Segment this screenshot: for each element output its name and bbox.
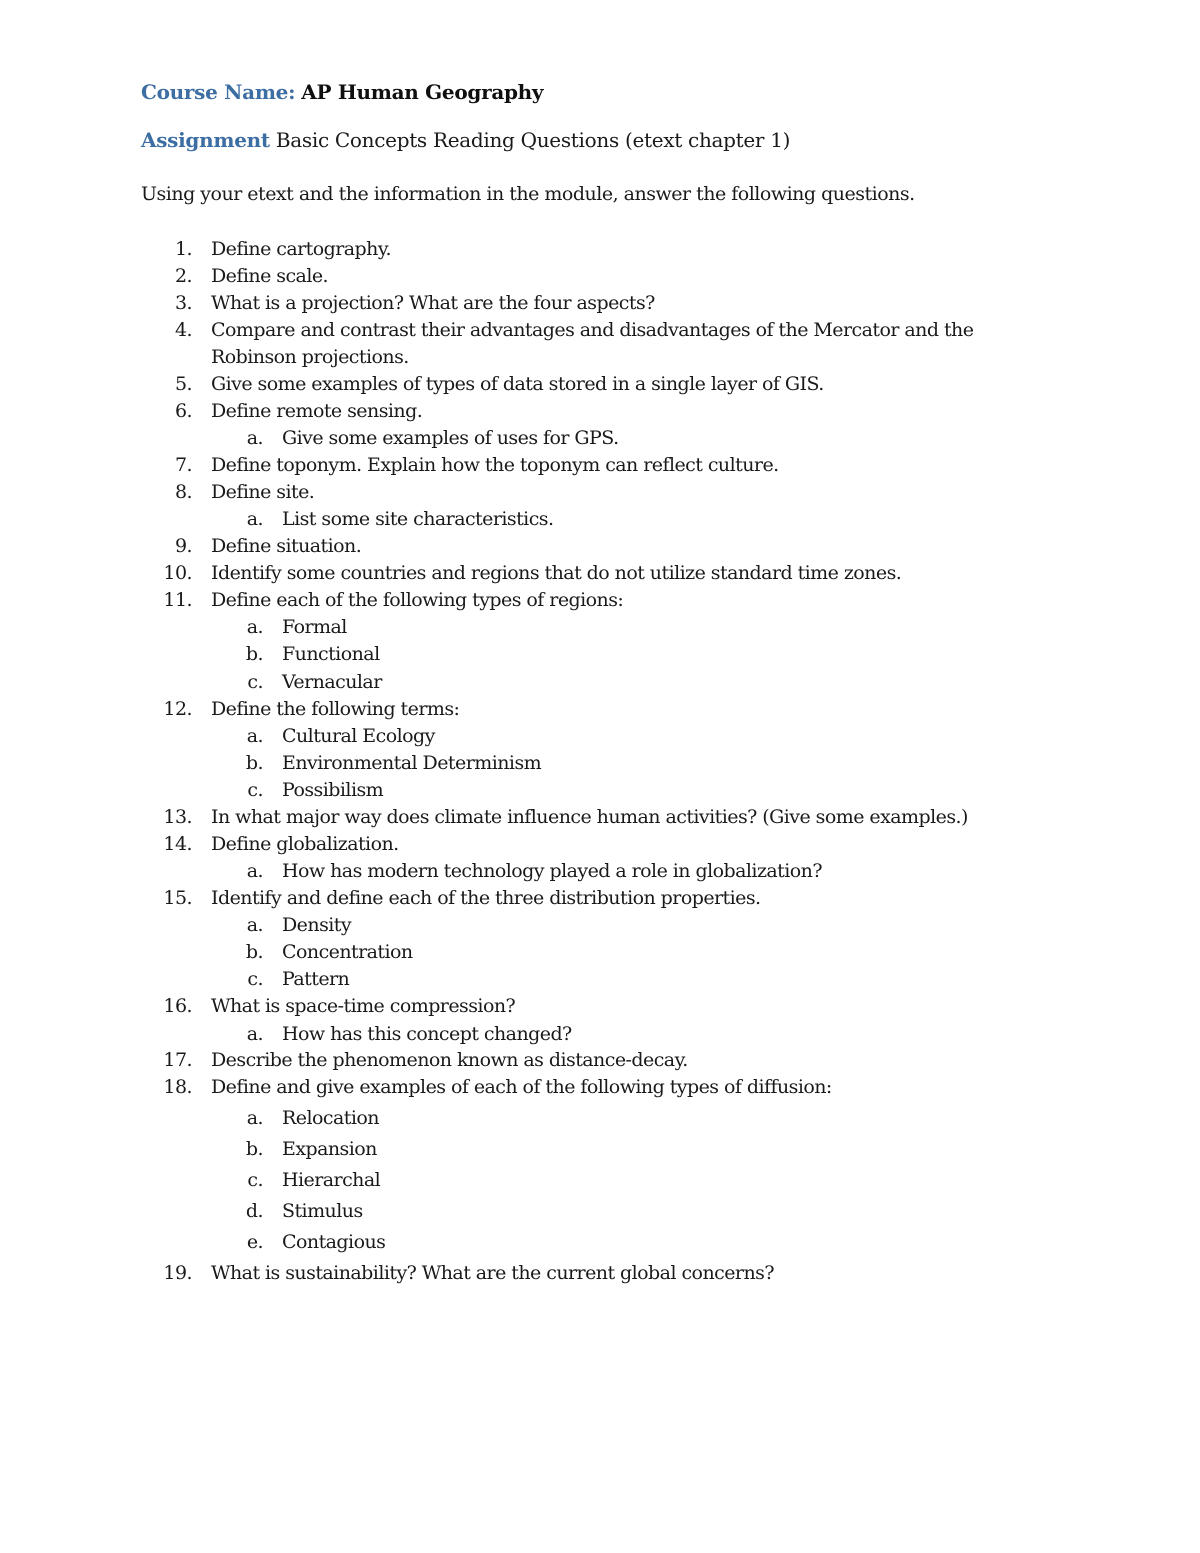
sub-question-item-text: Formal (282, 616, 347, 638)
sub-question-item-text: Stimulus (282, 1200, 363, 1222)
sub-question-item-number: d. (245, 1200, 263, 1222)
question-item (163, 1074, 832, 1101)
sub-question-item-number: a. (246, 914, 263, 936)
sub-question-item (246, 425, 619, 452)
sub-question-item (247, 777, 384, 804)
question-item-text: Define each of the following types of regions: (211, 589, 624, 611)
question-item-text: Give some examples of types of data stored in a single layer of GIS. (211, 373, 824, 395)
question-item-number: 14. (163, 833, 192, 855)
question-item (163, 696, 460, 723)
sub-question-item (245, 1136, 377, 1163)
question-item-text: Define scale. (211, 265, 329, 287)
course-name-label: Course Name: (141, 80, 296, 104)
question-item (163, 993, 516, 1020)
question-item-text: Define toponym. Explain how the toponym can reflect culture. (211, 454, 779, 476)
sub-question-item-text: Relocation (282, 1107, 379, 1129)
question-item-text: Describe the phenomenon known as distance-decay. (211, 1049, 688, 1071)
question-item-number: 16. (163, 995, 192, 1017)
sub-question-item-number: c. (247, 671, 263, 693)
sub-question-item-number: c. (247, 779, 263, 801)
sub-question-item-text: Expansion (282, 1138, 377, 1160)
question-item-number: 18. (163, 1076, 192, 1098)
sub-question-item-text: Give some examples of uses for GPS. (282, 427, 619, 449)
question-item (163, 885, 761, 912)
sub-question-item-number: a. (246, 508, 263, 530)
sub-question-item-text: Cultural Ecology (282, 725, 435, 747)
question-item (163, 804, 968, 831)
question-item-number: 17. (163, 1049, 192, 1071)
question-item (163, 1047, 688, 1074)
sub-question-item-number: b. (245, 643, 263, 665)
sub-question-item-number: a. (246, 616, 263, 638)
question-item (174, 263, 329, 290)
course-name-line (141, 80, 543, 104)
sub-question-item (246, 723, 435, 750)
question-item-number: 19. (163, 1262, 192, 1284)
sub-question-item-text: Contagious (282, 1231, 386, 1253)
sub-question-item (245, 750, 542, 777)
sub-question-item (245, 1198, 363, 1225)
sub-question-item (246, 1105, 379, 1132)
question-item-number: 8. (174, 481, 192, 503)
question-item-text: Define situation. (211, 535, 362, 557)
sub-question-item-text: Vernacular (282, 671, 382, 693)
sub-question-item-text: Functional (282, 643, 380, 665)
question-item-continuation-text: Robinson projections. (211, 346, 409, 368)
question-item (174, 479, 315, 506)
question-item-text: What is space-time compression? (211, 995, 516, 1017)
sub-question-item-number: c. (247, 968, 263, 990)
question-item (163, 587, 624, 614)
question-item-text: Define remote sensing. (211, 400, 423, 422)
sub-question-item-number: b. (245, 752, 263, 774)
question-item-number: 5. (174, 373, 192, 395)
question-item-text: Define the following terms: (211, 698, 460, 720)
assignment-value: Basic Concepts Reading Questions (etext chapter 1) (275, 128, 791, 152)
question-item-number: 12. (163, 698, 192, 720)
sub-question-item-number: a. (246, 427, 263, 449)
question-item-text: What is sustainability? What are the current global concerns? (211, 1262, 774, 1284)
sub-question-item-number: b. (245, 1138, 263, 1160)
question-item-text: Identify some countries and regions that do not utilize standard time zones. (211, 562, 902, 584)
question-item-number: 10. (163, 562, 192, 584)
question-item-text: Identify and define each of the three distribution properties. (211, 887, 761, 909)
question-item-text: In what major way does climate influence human activities? (Give some examples.) (211, 806, 968, 828)
question-item (174, 236, 392, 263)
question-item-number: 1. (174, 238, 192, 260)
question-item-number: 11. (163, 589, 192, 611)
question-item-text: Compare and contrast their advantages and disadvantages of the Mercator and the (211, 319, 974, 341)
question-item-number: 2. (174, 265, 192, 287)
sub-question-item-text: Pattern (282, 968, 350, 990)
question-item-text: What is a projection? What are the four aspects? (211, 292, 655, 314)
sub-question-item-text: How has modern technology played a role in globalization? (282, 860, 823, 882)
sub-question-item (245, 939, 413, 966)
question-item-number: 3. (174, 292, 192, 314)
course-name-value: AP Human Geography (301, 80, 544, 104)
sub-question-item-number: a. (246, 1107, 263, 1129)
sub-question-item (247, 1167, 381, 1194)
sub-question-item-text: How has this concept changed? (282, 1023, 572, 1045)
sub-question-item-text: List some site characteristics. (282, 508, 554, 530)
question-item (163, 1260, 774, 1287)
question-item-number: 7. (174, 454, 192, 476)
question-item-number: 4. (174, 319, 192, 341)
question-item-text: Define cartography. (211, 238, 392, 260)
question-item (174, 317, 974, 344)
sub-question-item-number: e. (246, 1231, 263, 1253)
sub-question-item-number: a. (246, 1023, 263, 1045)
sub-question-item (246, 858, 823, 885)
assignment-label: Assignment (141, 128, 270, 152)
question-item (174, 452, 779, 479)
question-item-number: 13. (163, 806, 192, 828)
sub-question-item-text: Environmental Determinism (282, 752, 542, 774)
sub-question-item (246, 1229, 386, 1256)
sub-question-item-text: Hierarchal (282, 1169, 381, 1191)
question-item (174, 398, 423, 425)
instructions-text: Using your etext and the information in the module, answer the following questions. (141, 183, 915, 205)
question-item-text: Define site. (211, 481, 315, 503)
sub-question-item-number: c. (247, 1169, 263, 1191)
sub-question-item (246, 506, 554, 533)
sub-question-item (245, 641, 380, 668)
sub-question-item (247, 966, 350, 993)
question-item (163, 831, 399, 858)
sub-question-item (246, 1021, 572, 1048)
sub-question-item (246, 614, 347, 641)
question-item-text: Define and give examples of each of the following types of diffusion: (211, 1076, 832, 1098)
question-item-number: 6. (174, 400, 192, 422)
sub-question-item-number: a. (246, 860, 263, 882)
question-item (174, 290, 655, 317)
sub-question-item-text: Density (282, 914, 352, 936)
question-item-continuation (211, 344, 409, 371)
sub-question-item-number: b. (245, 941, 263, 963)
sub-question-item-text: Possibilism (282, 779, 384, 801)
question-item-number: 9. (174, 535, 192, 557)
assignment-line (141, 128, 790, 152)
question-item (174, 533, 362, 560)
sub-question-item-number: a. (246, 725, 263, 747)
question-item-text: Define globalization. (211, 833, 399, 855)
sub-question-item-text: Concentration (282, 941, 413, 963)
question-item (174, 371, 824, 398)
sub-question-item (247, 669, 382, 696)
sub-question-item (246, 912, 352, 939)
question-item (163, 560, 902, 587)
question-item-number: 15. (163, 887, 192, 909)
